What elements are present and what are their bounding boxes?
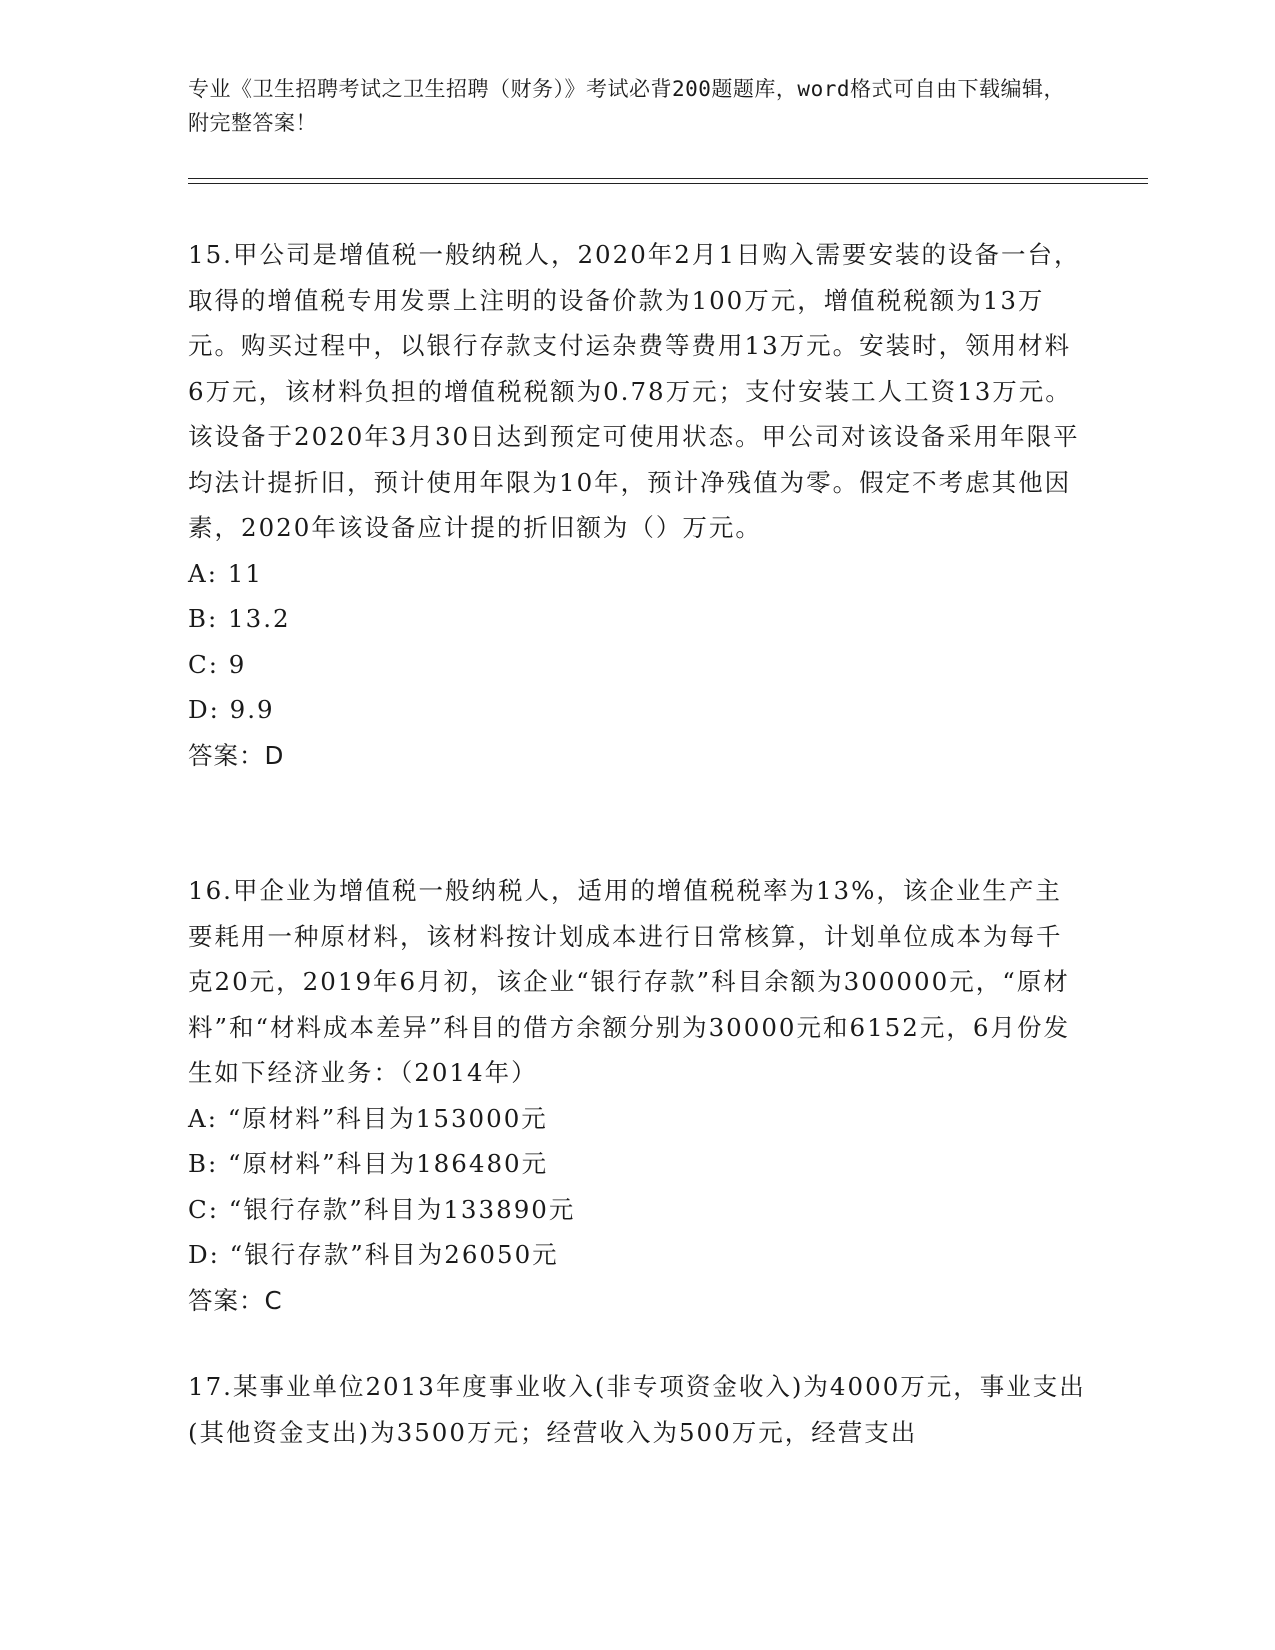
option-a: A: 11: [188, 558, 263, 588]
question-stem: 16.甲企业为增值税一般纳税人，适用的增值税税率为13%，该企业生产主要耗用一种原材料，该材料按计划成本进行日常核算，计划单位成本为每千克20元，2019年6月初，该企业“银行存款”科目余额为300000元，“原材料”和“材料成本差异”科目的借方余额分别为30000元和6152元，6月份发生如下经济业务：（2014年）: [188, 876, 1070, 1087]
option-b: B: “原材料”科目为186480元: [188, 1149, 549, 1178]
question-16: [188, 868, 1088, 1323]
option-a: A: “原材料”科目为153000元: [188, 1103, 548, 1133]
answer: 答案：D: [188, 740, 285, 770]
header-divider-bottom: [188, 183, 1148, 184]
option-c: C: 9: [188, 649, 247, 679]
question-stem: 17.某事业单位2013年度事业收入(非专项资金收入)为4000万元，事业支出(其他资金支出)为3500万元；经营收入为500万元，经营支出: [188, 1372, 1086, 1447]
answer: 答案：C: [188, 1285, 283, 1315]
header-text: 专业《卫生招聘考试之卫生招聘（财务）》考试必背200题题库，word格式可自由下载编辑，附完整答案！: [188, 77, 1065, 135]
option-d: D: “银行存款”科目为26050元: [188, 1240, 559, 1269]
question-15: [188, 232, 1088, 778]
option-d: D: 9.9: [188, 695, 275, 724]
option-b: B: 13.2: [188, 604, 291, 633]
document-header: [188, 72, 1068, 140]
option-c: C: “银行存款”科目为133890元: [188, 1194, 576, 1224]
header-divider-top: [188, 178, 1148, 179]
question-17: [188, 1364, 1088, 1455]
question-stem: 15.甲公司是增值税一般纳税人，2020年2月1日购入需要安装的设备一台，取得的增值税专用发票上注明的设备价款为100万元，增值税税额为13万元。购买过程中，以银行存款支付运杂费等费用13万元。安装时，领用材料6万元，该材料负担的增值税税额为0.78万元；支付安装工人工资13万元。该设备于2020年3月30日达到预定可使用状态。甲公司对该设备采用年限平均法计提折旧，预计使用年限为10年，预计净残值为零。假定不考虑其他因素，2020年该设备应计提的折旧额为（）万元。: [188, 240, 1081, 542]
